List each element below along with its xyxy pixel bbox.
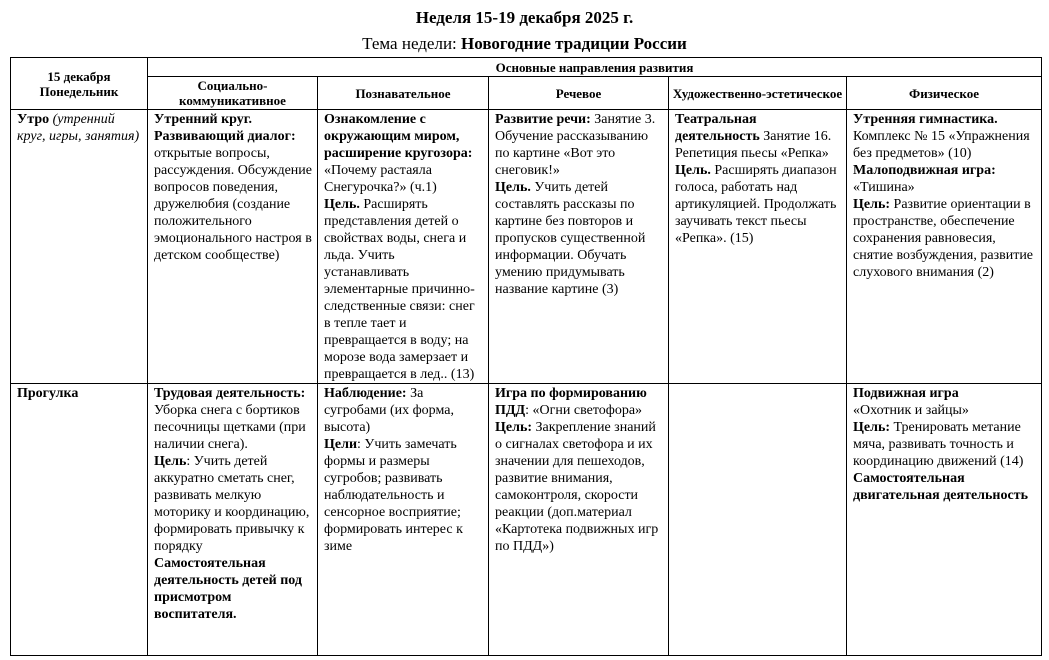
schedule-table [10,57,1042,656]
walk-row [11,384,1042,656]
morning-art-cell: Театральная деятельность Занятие 16. Репетиция пьесы «Репка» Цель. Расширять диапазон голоса, работать над артикуляцией. Продолжать заучивать текст пьесы «Репка». (15) [669,110,847,384]
day-header: 15 декабря Понедельник [11,58,148,110]
morning-physical-cell: Утренняя гимнастика. Комплекс № 15 «Упражнения без предметов» (10) Малоподвижная игра: «Тишина» Цель: Развитие ориентации в пространстве, обеспечение сохранения равновесия, снятие возбуждения, развитие слухового внимания (2) [847,110,1042,384]
columns-header-row [11,77,1042,110]
morning-row [11,110,1042,384]
directions-header: Основные направления развития [148,58,1042,77]
morning-speech-cell: Развитие речи: Занятие 3. Обучение рассказыванию по картине «Вот это снеговик!» Цель. Учить детей составлять рассказы по картине без повторов и пропусков существенной информации. Обучать умению придумывать название картине (3) [489,110,669,384]
col-art: Художественно-эстетическое [669,77,847,110]
col-physical: Физическое [847,77,1042,110]
morning-social-cell: Утренний круг. Развивающий диалог: открытые вопросы, рассуждения. Обсуждение вопросов поведения, дружелюбия (создание положительного эмоционального настроя в детском сообществе) [148,110,318,384]
walk-art-cell [669,384,847,656]
walk-physical-cell: Подвижная игра «Охотник и зайцы» Цель: Тренировать метание мяча, развивать точность и координацию движений (14) Самостоятельная двигательная деятельность [847,384,1042,656]
col-social: Социально-коммуникативное [148,77,318,110]
walk-speech-cell: Игра по формированию ПДД: «Огни светофора» Цель: Закрепление знаний о сигналах светофора и их значении для пешеходов, развитие внимания, самоконтроля, скорости реакции (доп.материал «Картотека подвижных игр по ПДД») [489,384,669,656]
morning-cognitive-cell: Ознакомление с окружающим миром, расширение кругозора: «Почему растаяла Снегурочка?» (ч.1) Цель. Расширять представления детей о свойствах воды, снега и льда. Учить устанавливать элементарные причинно-следственные связи: снег в тепле тает и превращается в воду; на морозе вода замерзает и превращается в лед.. (13) [318,110,489,384]
walk-label-cell: Прогулка [11,384,148,656]
morning-label-cell: Утро (утренний круг, игры, занятия) [11,110,148,384]
walk-social-cell: Трудовая деятельность: Уборка снега с бортиков песочницы щетками (при наличии снега). Цель: Учить детей аккуратно сметать снег, развивать мелкую моторику и координацию, формировать привычку к порядку Самостоятельная деятельность детей под присмотром воспитателя. [148,384,318,656]
page-title: Неделя 15-19 декабря 2025 г. [415,8,634,27]
theme-label: Тема недели: [362,34,462,53]
group-header-row [11,58,1042,77]
week-theme [0,34,1049,54]
col-speech: Речевое [489,77,669,110]
col-cognitive: Познавательное [318,77,489,110]
walk-cognitive-cell: Наблюдение: За сугробами (их форма, высота) Цели: Учить замечать формы и размеры сугробов; развивать наблюдательность и сенсорное восприятие; формировать интерес к зиме [318,384,489,656]
theme-value: Новогодние традиции России [461,34,687,53]
